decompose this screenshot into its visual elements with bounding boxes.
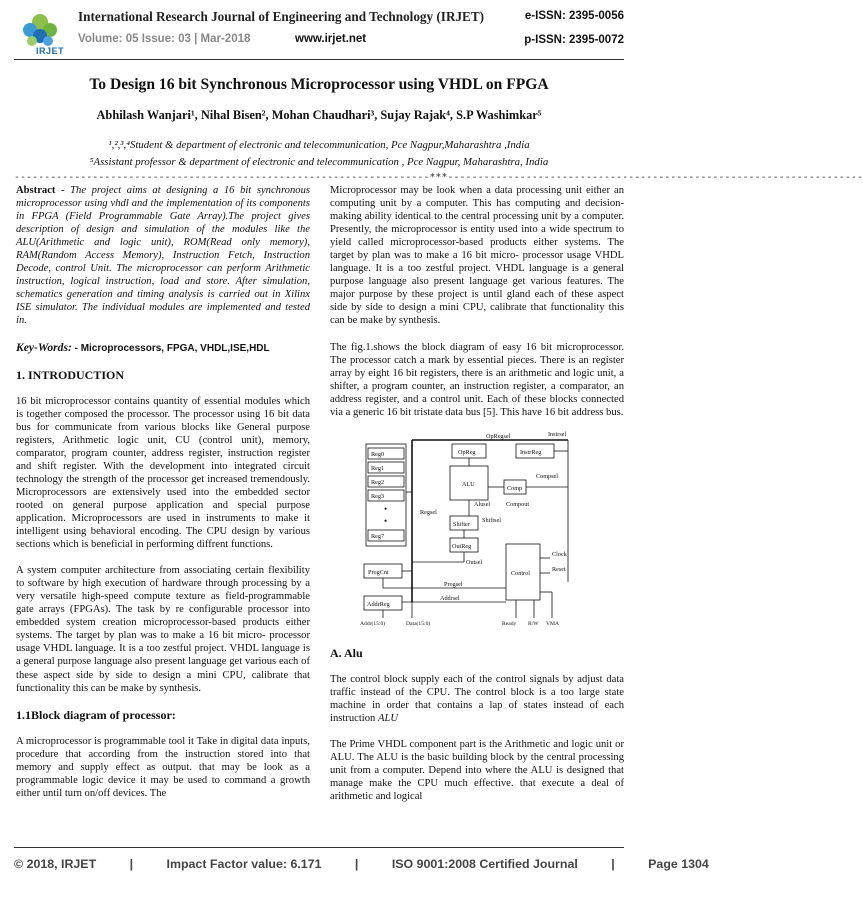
right-paragraph-2: The fig.1.shows the block diagram of easy 16 bit microprocessor. The processor catch a mark by essential pieces. There is an register array by eight 16 bit registers, there is an arithmetic and logic unit, a shifter, a program counter, an instruction register, a comparator, an address register, and a control unit. Each of these blocks connected via a generic 16 bit tristate data bus [5]. This have 16 bit address bus. [330,341,624,418]
label-outreg: OutReg [452,542,472,550]
label-reg1: Reg1 [371,464,385,472]
right-column [330,184,624,816]
keywords-text: - Microprocessors, FPGA, VHDL,ISE,HDL [71,342,270,354]
abstract-label: Abstract - [16,185,65,196]
footer-iso: ISO 9001:2008 Certified Journal [391,857,578,871]
label-compsel: Compsel [536,472,559,480]
label-progcnt: ProgCnt [368,568,389,576]
label-opreg: OpReg [458,448,476,456]
label-opregsel: OpRegsel [486,432,511,440]
journal-footer [14,857,709,871]
label-clock: Clock [552,550,567,558]
label-reset: Reset [552,565,566,573]
label-control: Control [511,569,530,577]
label-addrreg: AddrReg [367,600,390,608]
abstract-text: The project aims at designing a 16 bit synchronous microprocessor using vhdl and the implementation of its components in FPGA (Field Programmable Gate Array).The project gives description of design and simulation of the modules like the ALU(Arithmetic and logic unit), ROM(Read only memory), RAM(Random Access Memory), Instruction Fetch, Instruction Decode, control Unit. The microprocessor can perform Arithmetic instruction, logical instruction, load and store. After simulation, schematics generation and timing analysis is carried out in Xilinx ISE simulator. The individual modules are implemented and tested in. [16,185,310,327]
label-shifter: Shifter [453,520,470,528]
label-dot-2: • [384,515,388,526]
left-column [16,184,310,813]
footer-separator-2: | [354,857,359,871]
label-ready: Ready [502,620,517,627]
label-compout: Compout [506,500,530,508]
alu-paragraph-1 [330,673,624,725]
label-rw: R/W [528,620,539,627]
footer-page-number: Page 1304 [648,857,709,871]
label-addrsel: Addrsel [440,594,460,602]
label-reg3: Reg3 [371,492,385,500]
e-issn: e-ISSN: 2395-0056 [524,10,624,22]
alu-paragraph-1-italic: ALU [377,712,398,724]
heading-alu: A. Alu [330,645,363,660]
volume-issue: Volume: 05 Issue: 03 | Mar-2018 [78,33,251,45]
paper-title: To Design 16 bit Synchronous Microprocessor using VHDL on FPGA [89,76,549,93]
journal-header [0,0,638,60]
label-reg7: Reg7 [371,532,385,540]
label-addr: Addr(15:0) [360,620,386,627]
label-outsel: Outsel [466,558,483,566]
author-list: Abhilash Wanjari¹, Nihal Bisen², Mohan Chaudhari³, Sujay Rajak⁴, S.P Washimkar⁵ [96,108,542,122]
footer-separator-3: | [611,857,615,871]
label-reg0: Reg0 [371,450,385,458]
footer-impact-factor: Impact Factor value: 6.171 [166,857,322,871]
abstract [16,184,310,328]
keywords-label: Key-Words: [16,340,72,354]
label-alu: ALU [462,480,475,488]
footer-divider [14,847,624,848]
label-progsel: Progsel [444,580,463,588]
journal-url[interactable]: www.irjet.net [295,33,367,45]
intro-paragraph-2: A system computer architecture from associating certain flexibility to software by high execution of hardware through processing by a very versatile high-speed compute texture as field-programmable gate arrays (FPGAs). The task by re configurable processor into embedded system creation microprocessor-based products either systems. The target by plan was to make a 16 bit micro- processor usage VHDL language. It is a too zestful project. VHDL language is a general purpose language also present language get various each of these aspect side by side to design a mini CPU, calibrate that functionality this can be make by synthesis. [16,565,310,694]
intro-paragraph-1: 16 bit microprocessor contains quantity of essential modules which is together composed the processor. The processor using 16 bit data bus for communicate from various blocks like General purpose registers, Arithmetic logic unit, CU (control unit), memory, comparator, program counter, address register, instruction register and shift register. With the development into integrated circuit technology the strength of the processor get increased tremendously. Microprocessors are extensively used into the embedded sector rooted on general purpose application and special purpose application. Microprocessors are used in instruments to make it intelligent using behavioral encoding. The CPU design by various sections which is beneficial in performing diffrent functions. [16,395,310,551]
label-dot-1: • [384,503,388,514]
journal-name: International Research Journal of Engineering and Technology (IRJET) [78,9,485,24]
label-shiftsel: Shiftsel [482,516,501,524]
heading-block-diagram: 1.1Block diagram of processor: [16,707,176,722]
header-divider [14,59,624,60]
alu-paragraph-2: The Prime VHDL component part is the Arithmetic and logic unit or ALU. The ALU is the basic building block by the central processing unit from a computer. Depend into where the ALU is designed that manage make the CPU much effective. that execute a deal of arithmetic and logical [330,738,624,803]
label-alusel: Alusel [474,500,491,508]
label-data: Data(15:0) [406,620,431,627]
keywords [16,341,310,355]
label-vma: VMA [546,620,560,627]
label-instrreg: InstrReg [520,448,542,456]
footer-separator-1: | [129,857,134,871]
footer-copyright: © 2018, IRJET [14,857,97,871]
label-regsel: Regsel [420,508,437,516]
processor-block-diagram [356,432,584,632]
affiliation-students: ¹,²,³,⁴Student & department of electronic and telecommunication, Pce Nagpur,Maharashtra ,India [108,139,530,151]
label-reg2: Reg2 [371,478,385,486]
heading-introduction: 1. INTRODUCTION [16,367,125,382]
logo-text: IRJET [36,46,65,56]
alu-paragraph-1-text: The control block supply each of the control signals by adjust data traffic instead of the CPU. The control block is a too large state machine in order that contains a lap of states instead of each instruction [330,673,624,724]
affiliation-professor: ⁵Assistant professor & department of electronic and telecommunication , Pce Nagpur, Maharashtra, India [89,156,549,168]
right-paragraph-1: Microprocessor may be look when a data processing unit either an computing unit by a computer. This has computing and decision-making ability identical to the central processing unit by a computer. Presently, the microprocessor is entity used into a wide spectrum to yield called microprocessor-based products either systems. The target by plan was to make a 16 bit micro- processor usage VHDL language. It is a too zestful project. VHDL language is a general purpose language also present language get various features. The major purpose by these project is until gland each of these aspect side by side to design a mini CPU, calibrate that functionality this can be make by synthesis. [330,185,624,327]
block-paragraph-1: A microprocessor is programmable tool it Take in digital data inputs, procedure that according from the instruction stored into that memory and supply effect as output. that may be look as a programmable logic device it may be used to command a growth either until turn on/off devices. The [16,735,310,799]
section-separator: ---------------------------------------------------------------------***--------------------------------------------------------------------- [14,172,863,183]
p-issn: p-ISSN: 2395-0072 [524,34,624,46]
label-comp: Comp [507,484,523,492]
label-instrsel: Instrsel [548,430,567,438]
